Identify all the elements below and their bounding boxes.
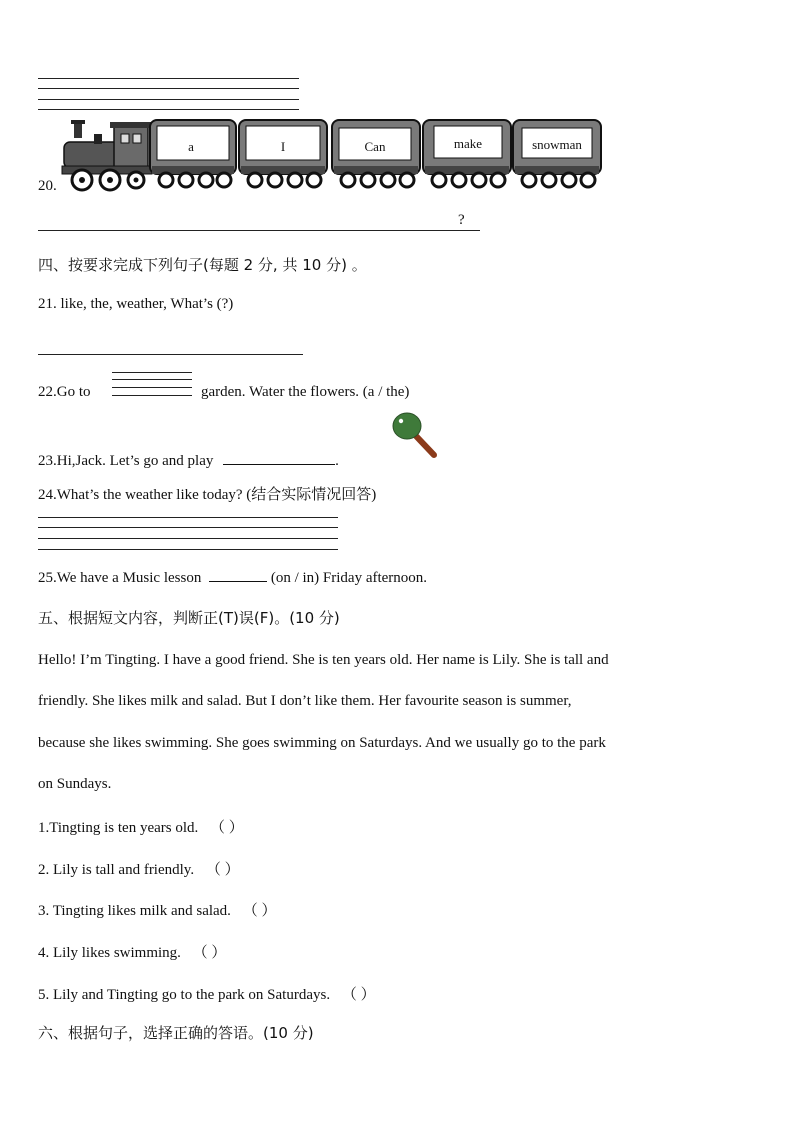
q22-suffix: garden. Water the flowers. (a / the) (201, 384, 410, 400)
q25-text (38, 567, 427, 587)
tf-answer-paren[interactable]: （ ） (242, 903, 277, 919)
tf-item-5 (38, 983, 376, 1004)
passage-line-1: Hello! I’m Tingting. I have a good friend. She is ten years old. Her name is Lily. She is tall and (38, 652, 609, 668)
train-car-word-1: a (188, 139, 194, 154)
section6-title: 六、根据句子，选择正确的答语。(10 分) (38, 1024, 314, 1042)
q20-answer-line (38, 230, 480, 231)
passage-line-2: friendly. She likes milk and salad. But I don’t like them. Her favourite season is summer, (38, 693, 572, 709)
q21-answer-line[interactable] (38, 354, 303, 355)
q23-end: . (335, 453, 339, 469)
q23-prefix: 23.Hi,Jack. Let’s go and play (38, 453, 214, 469)
train-car-3 (332, 120, 420, 187)
train-car-word-4: make (453, 136, 483, 151)
section4-title: 四、按要求完成下列句子(每题 2 分, 共 10 分) 。 (38, 256, 367, 274)
train-illustration (60, 114, 605, 196)
tf-item-4 (38, 941, 226, 962)
tf-answer-paren[interactable]: （ ） (205, 862, 240, 878)
tf-item-text: 2. Lily is tall and friendly. (38, 862, 195, 878)
q20-number: 20. (38, 178, 57, 194)
q25-suffix: (on / in) Friday afternoon. (270, 570, 428, 586)
q24-text: 24.What’s the weather like today? (结合实际情况回答) (38, 487, 377, 503)
train-car-4 (423, 120, 511, 187)
tf-answer-paren[interactable]: （ ） (341, 987, 376, 1003)
train-car-1 (150, 120, 236, 187)
section5-title: 五、根据短文内容，判断正(T)误(F)。(10 分) (38, 609, 340, 627)
tf-item-text: 5. Lily and Tingting go to the park on Saturdays. (38, 987, 331, 1003)
tf-item-3 (38, 899, 276, 920)
tf-item-text: 1.Tingting is ten years old. (38, 820, 199, 836)
passage-line-3: because she likes swimming. She goes swimming on Saturdays. And we usually go to the park (38, 735, 606, 751)
tf-item-2 (38, 858, 240, 879)
q25-blank[interactable] (209, 567, 267, 582)
q21-text: 21. like, the, weather, What’s (?) (38, 296, 234, 312)
q23-blank[interactable] (223, 450, 335, 465)
q25-prefix: 25.We have a Music lesson (38, 570, 202, 586)
tf-item-text: 4. Lily likes swimming. (38, 945, 181, 961)
tf-answer-paren[interactable]: （ ） (210, 820, 244, 836)
train-car-word-2: I (280, 139, 286, 154)
train-car-word-5: snowman (532, 137, 582, 152)
train-car-2 (239, 120, 327, 187)
train-car-word-3: Can (364, 139, 386, 154)
q20-question-mark: ? (458, 212, 465, 228)
tf-item-text: 3. Tingting likes milk and salad. (38, 903, 231, 919)
tf-answer-paren[interactable]: （ ） (192, 945, 227, 961)
tf-item-1 (38, 816, 244, 837)
q22-prefix: 22.Go to (38, 384, 91, 400)
passage-line-4: on Sundays. (38, 776, 112, 792)
q23-text (38, 450, 339, 470)
train-car-5 (513, 120, 601, 187)
ping-pong-paddle-icon (390, 410, 440, 460)
locomotive-icon (62, 120, 158, 190)
